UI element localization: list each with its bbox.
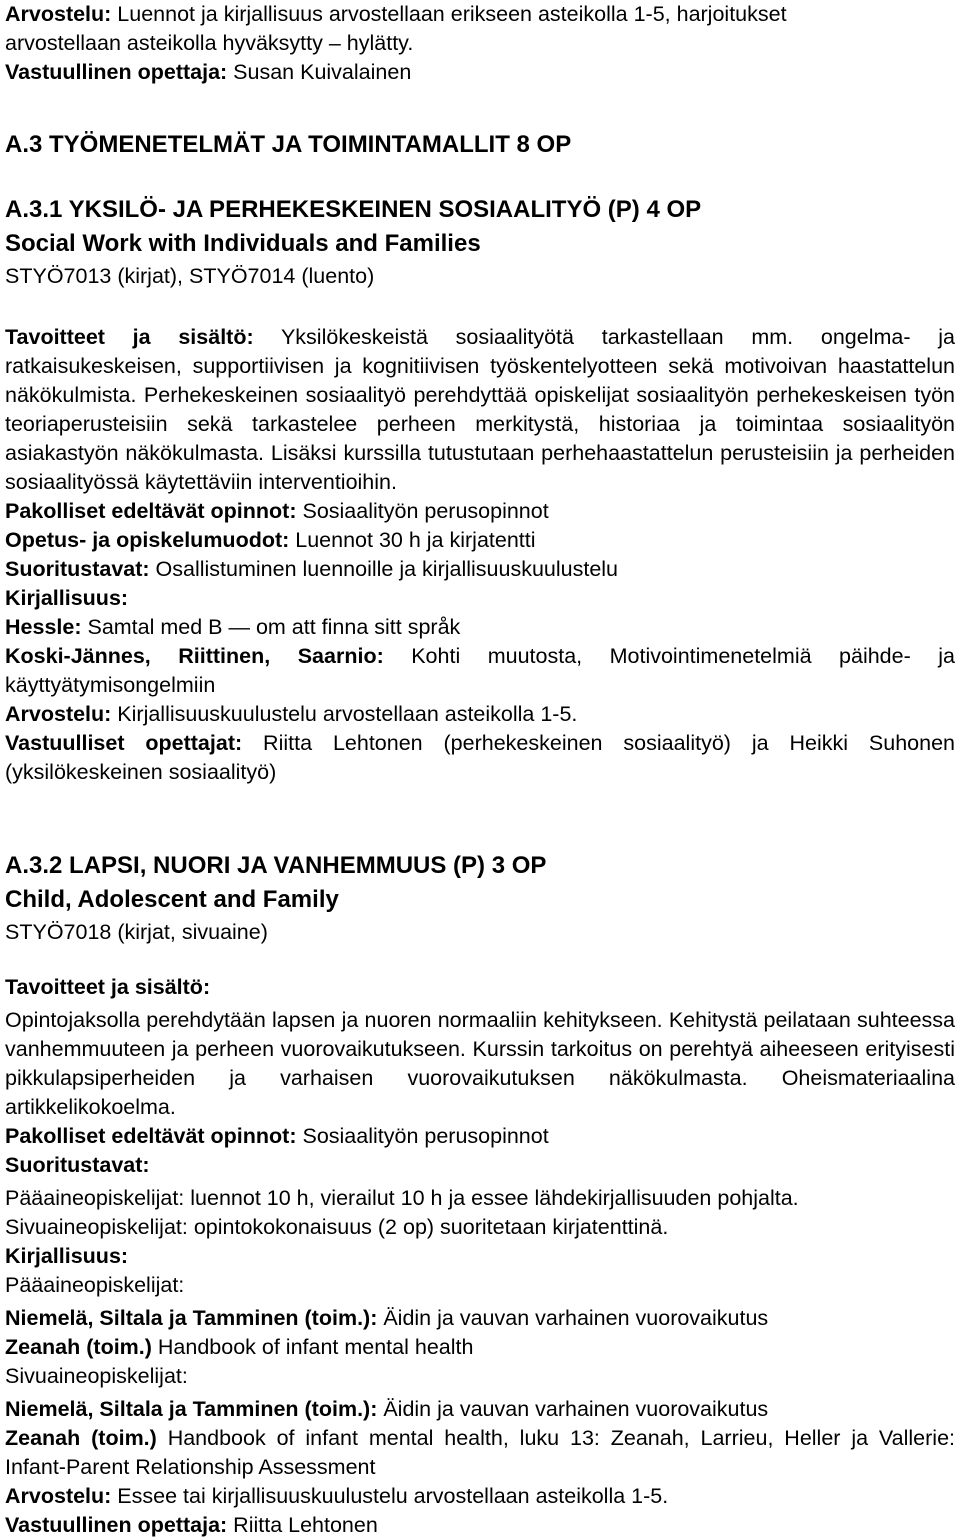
grading-text-a31: Kirjallisuuskuulustelu arvostellaan asteikolla 1-5. bbox=[111, 702, 578, 726]
teacher-text: Susan Kuivalainen bbox=[227, 60, 412, 84]
teacher-label: Vastuullinen opettaja: bbox=[5, 60, 228, 84]
course-a31-title: A.3.1 YKSILÖ- JA PERHEKESKEINEN SOSIAALITYÖ (P) 4 OP bbox=[5, 196, 702, 223]
prereq-text-a32: Sosiaalityön perusopinnot bbox=[296, 1124, 549, 1148]
goals-text: Yksilökeskeistä sosiaalityötä tarkastellaan mm. ongelma- ja ratkaisukeskeisen, supportiivisen ja kognitiivisen työskentelyotteen sekä motivoivan haastattelun näkökulmista. Perhekeskeinen sosiaalityö perehdyttää opiskelijat sosiaalityön perhekeskeisen työn teoriaperusteisiin sekä tarkastelee perheen merkitystä, historiaa ja toimintaa sosiaalityön asiakastyön näkökulmasta. Lisäksi kurssilla tutustutaan perhehaastattelun perusteisiin ja perheiden sosiaalityössä käytettäviin interventioihin. bbox=[5, 325, 955, 494]
prereq-label: Pakolliset edeltävät opinnot: bbox=[5, 499, 297, 523]
course-a32-subtitle: Child, Adolescent and Family bbox=[5, 886, 339, 913]
teachers-label-a31: Vastuulliset opettajat: bbox=[5, 731, 243, 755]
grading-label-a31: Arvostelu: bbox=[5, 702, 112, 726]
teaching-text: Luennot 30 h ja kirjatentti bbox=[289, 528, 536, 552]
course-a31-subtitle: Social Work with Individuals and Families bbox=[5, 230, 481, 257]
course-a32-title: A.3.2 LAPSI, NUORI JA VANHEMMUUS (P) 3 OP bbox=[5, 852, 547, 879]
literature-item-zeanah-1 bbox=[5, 1333, 955, 1362]
grading-label-a32: Arvostelu: bbox=[5, 1484, 112, 1508]
grading-line bbox=[5, 0, 955, 29]
literature-major-label: Pääaineopiskelijat: bbox=[5, 1273, 185, 1297]
course-a32-header bbox=[5, 849, 955, 947]
teacher-line-a32 bbox=[5, 1511, 955, 1540]
prereq-line bbox=[5, 497, 955, 526]
author-zeanah-2: Zeanah (toim.) bbox=[5, 1426, 157, 1450]
grading-text-a32: Essee tai kirjallisuuskuulustelu arvostellaan asteikolla 1-5. bbox=[111, 1484, 669, 1508]
title-zeanah-2: Handbook of infant mental health, luku 13: Zeanah, Larrieu, Heller ja Vallerie: Infant-Parent Relationship Assessment bbox=[5, 1426, 956, 1479]
completion-text: Osallistuminen luennoille ja kirjallisuuskuulustelu bbox=[149, 557, 619, 581]
title-zeanah-1: Handbook of infant mental health bbox=[151, 1335, 474, 1359]
teachers-text-a31: Riitta Lehtonen (perhekeskeinen sosiaalityö) ja Heikki Suhonen (yksilökeskeinen sosiaalityö) bbox=[5, 731, 955, 784]
course-a31-goals bbox=[5, 323, 955, 497]
prereq-label-a32: Pakolliset edeltävät opinnot: bbox=[5, 1124, 297, 1148]
grading-line-2: arvostellaan asteikolla hyväksytty – hylätty. bbox=[5, 31, 414, 55]
title-koski: Kohti muutosta, Motivointimenetelmiä päihde- ja käyttyätymisongelmiin bbox=[5, 644, 955, 697]
author-niemela-2: Niemelä, Siltala ja Tamminen (toim.): bbox=[5, 1397, 378, 1421]
goals-label-a32: Tavoitteet ja sisältö: bbox=[5, 975, 211, 999]
author-zeanah-1: Zeanah (toim.) bbox=[5, 1335, 152, 1359]
course-a32-codes: STYÖ7018 (kirjat, sivuaine) bbox=[5, 920, 268, 944]
course-a31-header bbox=[5, 193, 955, 291]
grading-line-a32 bbox=[5, 1482, 955, 1511]
completion-label-a32: Suoritustavat: bbox=[5, 1153, 150, 1177]
course-a31-codes: STYÖ7013 (kirjat), STYÖ7014 (luento) bbox=[5, 264, 375, 288]
literature-item-zeanah-2 bbox=[5, 1424, 955, 1482]
goals-label: Tavoitteet ja sisältö: bbox=[5, 325, 254, 349]
prereq-line-a32 bbox=[5, 1122, 955, 1151]
previous-course-footer bbox=[5, 0, 955, 87]
goals-text-a32: Opintojaksolla perehdytään lapsen ja nuoren normaaliin kehitykseen. Kehitystä peilataan suhteessa vanhemmuuteen ja perheen vuorovaikutukseen. Kurssin tarkoitus on perehtyä aiheeseen erityisesti pikkulapsiperheiden ja varhaisen vuorovaikutuksen näkökulmasta. Oheismateriaalina artikkelikokoelma. bbox=[5, 1008, 955, 1119]
grading-line-a31 bbox=[5, 700, 955, 729]
course-a32-body bbox=[5, 973, 955, 1540]
literature-label-a32: Kirjallisuus: bbox=[5, 1244, 129, 1268]
teacher-line bbox=[5, 58, 955, 87]
teacher-label-a32: Vastuullinen opettaja: bbox=[5, 1513, 228, 1537]
author-hessle: Hessle: bbox=[5, 615, 82, 639]
title-niemela-1: Äidin ja vauvan varhainen vuorovaikutus bbox=[377, 1306, 769, 1330]
teachers-a31 bbox=[5, 729, 955, 787]
author-koski: Koski-Jännes, Riittinen, Saarnio: bbox=[5, 644, 384, 668]
course-a31-body bbox=[5, 323, 955, 787]
literature-item-hessle bbox=[5, 613, 955, 642]
completion-label: Suoritustavat: bbox=[5, 557, 150, 581]
teacher-text-a32: Riitta Lehtonen bbox=[227, 1513, 378, 1537]
grading-label: Arvostelu: bbox=[5, 2, 112, 26]
completion-minor: Sivuaineopiskelijat: opintokokonaisuus (2 op) suoritetaan kirjatenttinä. bbox=[5, 1215, 669, 1239]
teaching-label: Opetus- ja opiskelumuodot: bbox=[5, 528, 290, 552]
author-niemela-1: Niemelä, Siltala ja Tamminen (toim.): bbox=[5, 1306, 378, 1330]
completion-major: Pääaineopiskelijat: luennot 10 h, vierailut 10 h ja essee lähdekirjallisuuden pohjalta. bbox=[5, 1186, 799, 1210]
completion-line bbox=[5, 555, 955, 584]
teaching-line bbox=[5, 526, 955, 555]
literature-label: Kirjallisuus: bbox=[5, 586, 129, 610]
section-heading-a3: A.3 TYÖMENETELMÄT JA TOIMINTAMALLIT 8 OP bbox=[5, 131, 572, 158]
prereq-text: Sosiaalityön perusopinnot bbox=[296, 499, 549, 523]
title-niemela-2: Äidin ja vauvan varhainen vuorovaikutus bbox=[377, 1397, 769, 1421]
literature-item-niemela-1 bbox=[5, 1304, 955, 1333]
literature-minor-label: Sivuaineopiskelijat: bbox=[5, 1364, 188, 1388]
literature-item-koski bbox=[5, 642, 955, 700]
grading-text: Luennot ja kirjallisuus arvostellaan erikseen asteikolla 1-5, harjoitukset bbox=[111, 2, 787, 26]
literature-item-niemela-2 bbox=[5, 1395, 955, 1424]
title-hessle: Samtal med B — om att finna sitt språk bbox=[81, 615, 461, 639]
